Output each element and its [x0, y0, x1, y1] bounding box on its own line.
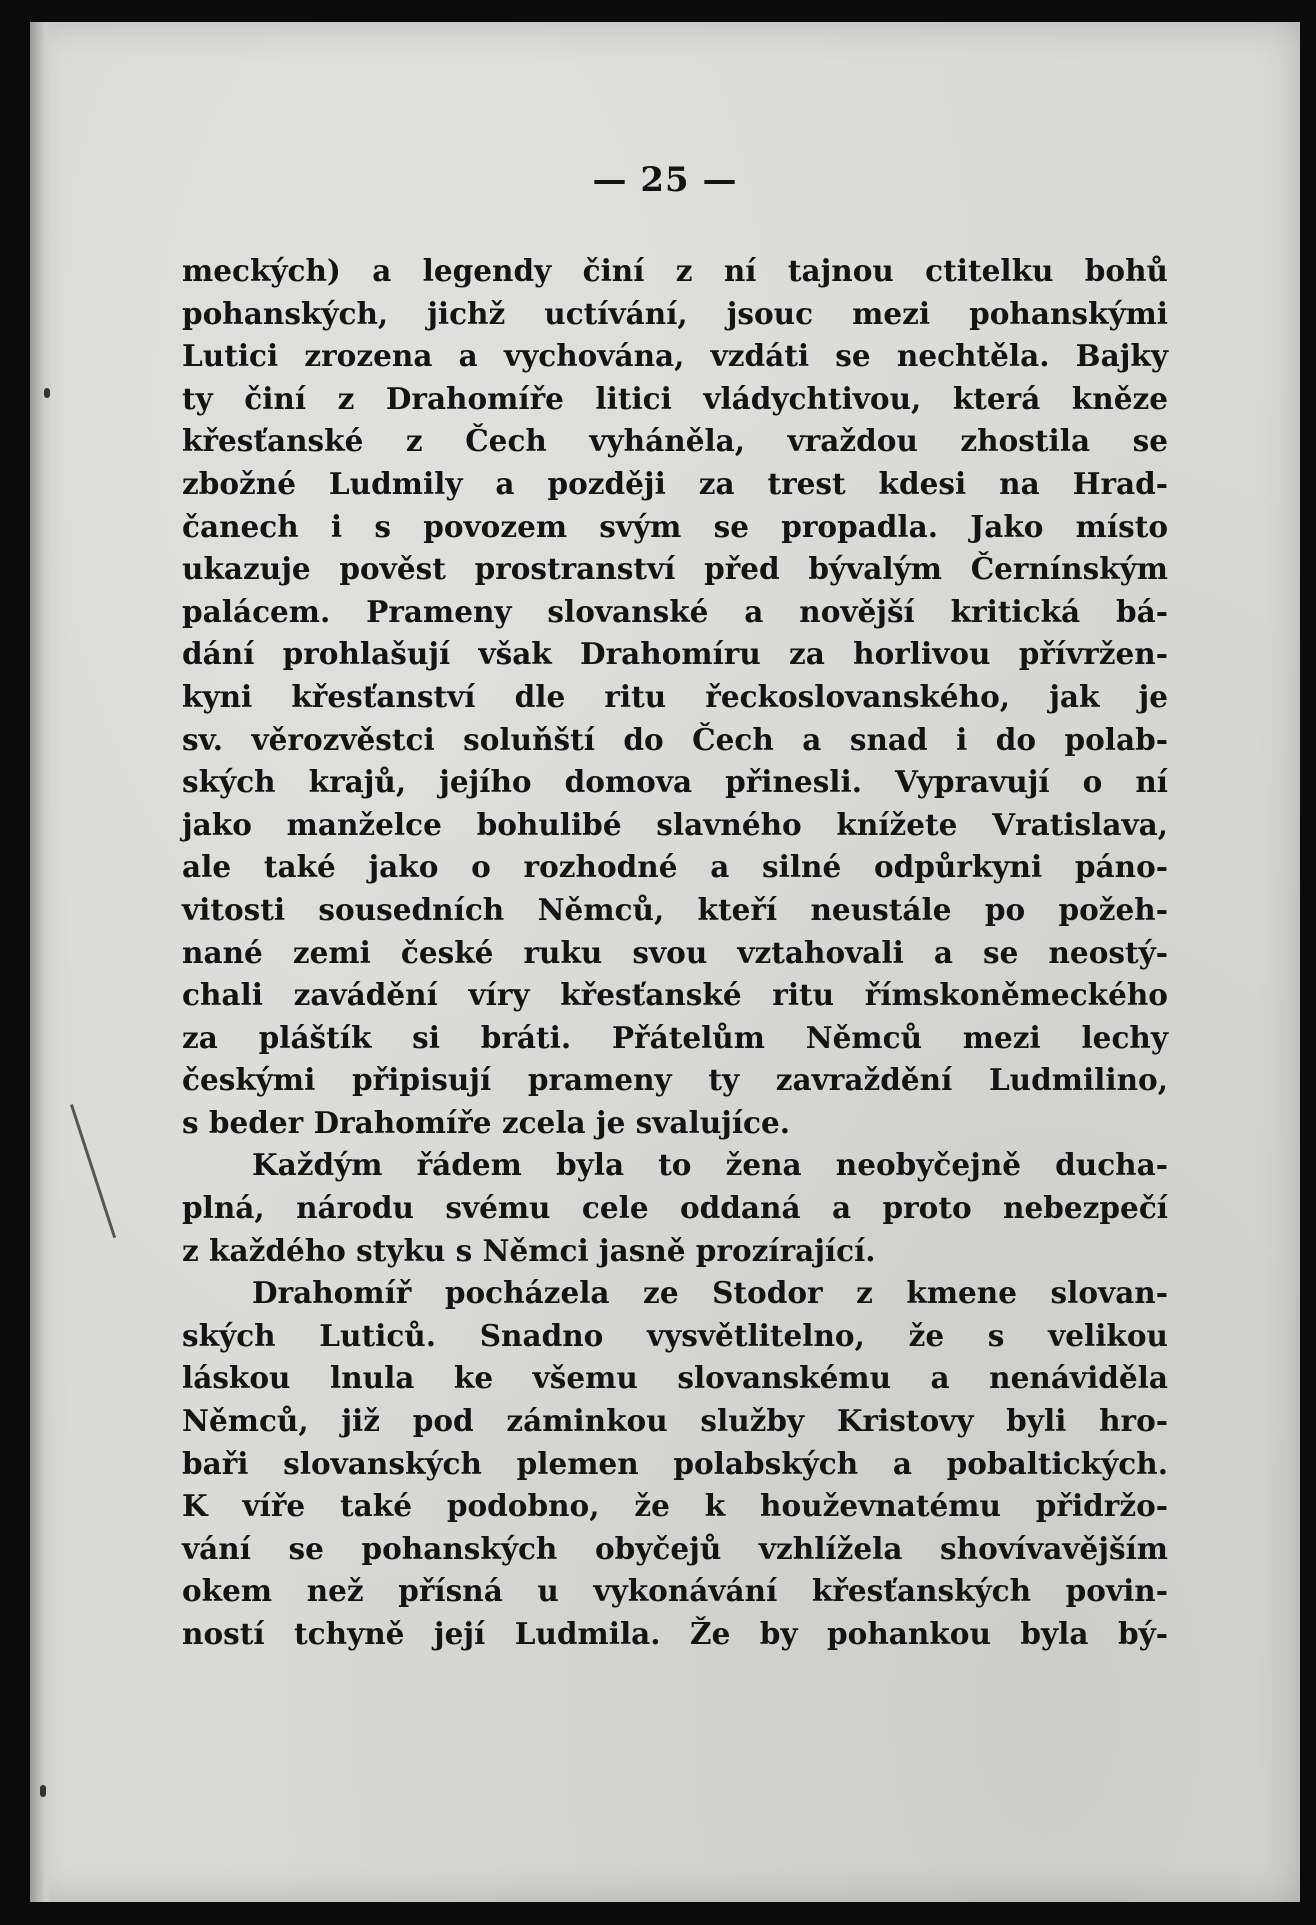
text-line: nané zemi české ruku svou vztahovali a se neostý-	[182, 934, 1168, 970]
text-line: ských krajů, jejího domova přinesli. Vypravují o ní	[182, 764, 1168, 800]
text-line: ských Luticů. Snadno vysvětlitelno, že s velikou	[182, 1317, 1168, 1353]
page-number: — 25 —	[592, 160, 738, 200]
text-line: ty činí z Drahomíře litici vládychtivou, která kněze	[182, 380, 1168, 416]
text-line: plná, národu svému cele oddaná a proto nebezpečí	[182, 1190, 1168, 1226]
text-line: láskou lnula ke všemu slovanskému a nenáviděla	[182, 1360, 1168, 1396]
text-line: chali zavádění víry křesťanské ritu římskoněmeckého	[182, 977, 1168, 1013]
text-line: ale také jako o rozhodné a silné odpůrkyni páno-	[182, 849, 1168, 885]
text-line: z každého styku s Němci jasně prozírající.	[182, 1232, 876, 1268]
text-line: kyni křesťanství dle ritu řeckoslovanského, jak je	[182, 678, 1168, 714]
binding-edge	[30, 22, 52, 1902]
text-line: Každým řádem byla to žena neobyčejně ducha-	[252, 1147, 1168, 1183]
text-line: ukazuje pověst prostranství před bývalým Černínským	[182, 551, 1168, 587]
text-line: vitosti sousedních Němců, kteří neustále po požeh-	[182, 891, 1168, 927]
text-line: Němců, již pod záminkou služby Kristovy byli hro-	[182, 1403, 1168, 1439]
book-page	[30, 22, 1300, 1902]
text-line: čanech i s povozem svým se propadla. Jako místo	[182, 508, 1168, 544]
text-line: za pláštík si bráti. Přátelům Němců mezi lechy	[182, 1019, 1168, 1055]
text-line: Drahomíř pocházela ze Stodor z kmene slovan-	[252, 1275, 1168, 1311]
text-line: Lutici zrozena a vychována, vzdáti se nechtěla. Bajky	[182, 338, 1168, 374]
text-line: s beder Drahomíře zcela je svalujíce.	[182, 1104, 791, 1140]
text-line: jako manželce bohulibé slavného knížete Vratislava,	[182, 806, 1168, 842]
margin-dot-mark	[44, 388, 50, 398]
text-line: ností tchyně její Ludmila. Že by pohankou byla bý-	[182, 1616, 1168, 1651]
margin-dot-mark	[40, 1785, 46, 1797]
text-line: vání se pohanských obyčejů vzhlížela shovívavějším	[182, 1530, 1168, 1566]
text-line: zbožné Ludmily a později za trest kdesi na Hrad-	[182, 465, 1168, 501]
text-line: palácem. Prameny slovanské a novější kritická bá-	[182, 593, 1168, 629]
text-line: okem než přísná u vykonávání křesťanských povin-	[182, 1573, 1168, 1609]
text-line: baři slovanských plemen polabských a pobaltických.	[182, 1445, 1168, 1481]
text-line: českými připisují prameny ty zavraždění Ludmilino,	[182, 1062, 1168, 1098]
text-line: meckých) a legendy činí z ní tajnou ctitelku bohů	[182, 253, 1168, 288]
page-text-body	[182, 250, 1168, 1656]
text-line: křesťanské z Čech vyháněla, vraždou zhostila se	[182, 423, 1168, 459]
text-line: K víře také podobno, že k houževnatému přidržo-	[182, 1488, 1168, 1524]
text-line: dání prohlašují však Drahomíru za horlivou přívržen-	[182, 636, 1168, 672]
text-line: pohanských, jichž uctívání, jsouc mezi pohanskými	[182, 295, 1168, 331]
text-line: sv. věrozvěstci soluňští do Čech a snad i do polab-	[182, 721, 1168, 757]
